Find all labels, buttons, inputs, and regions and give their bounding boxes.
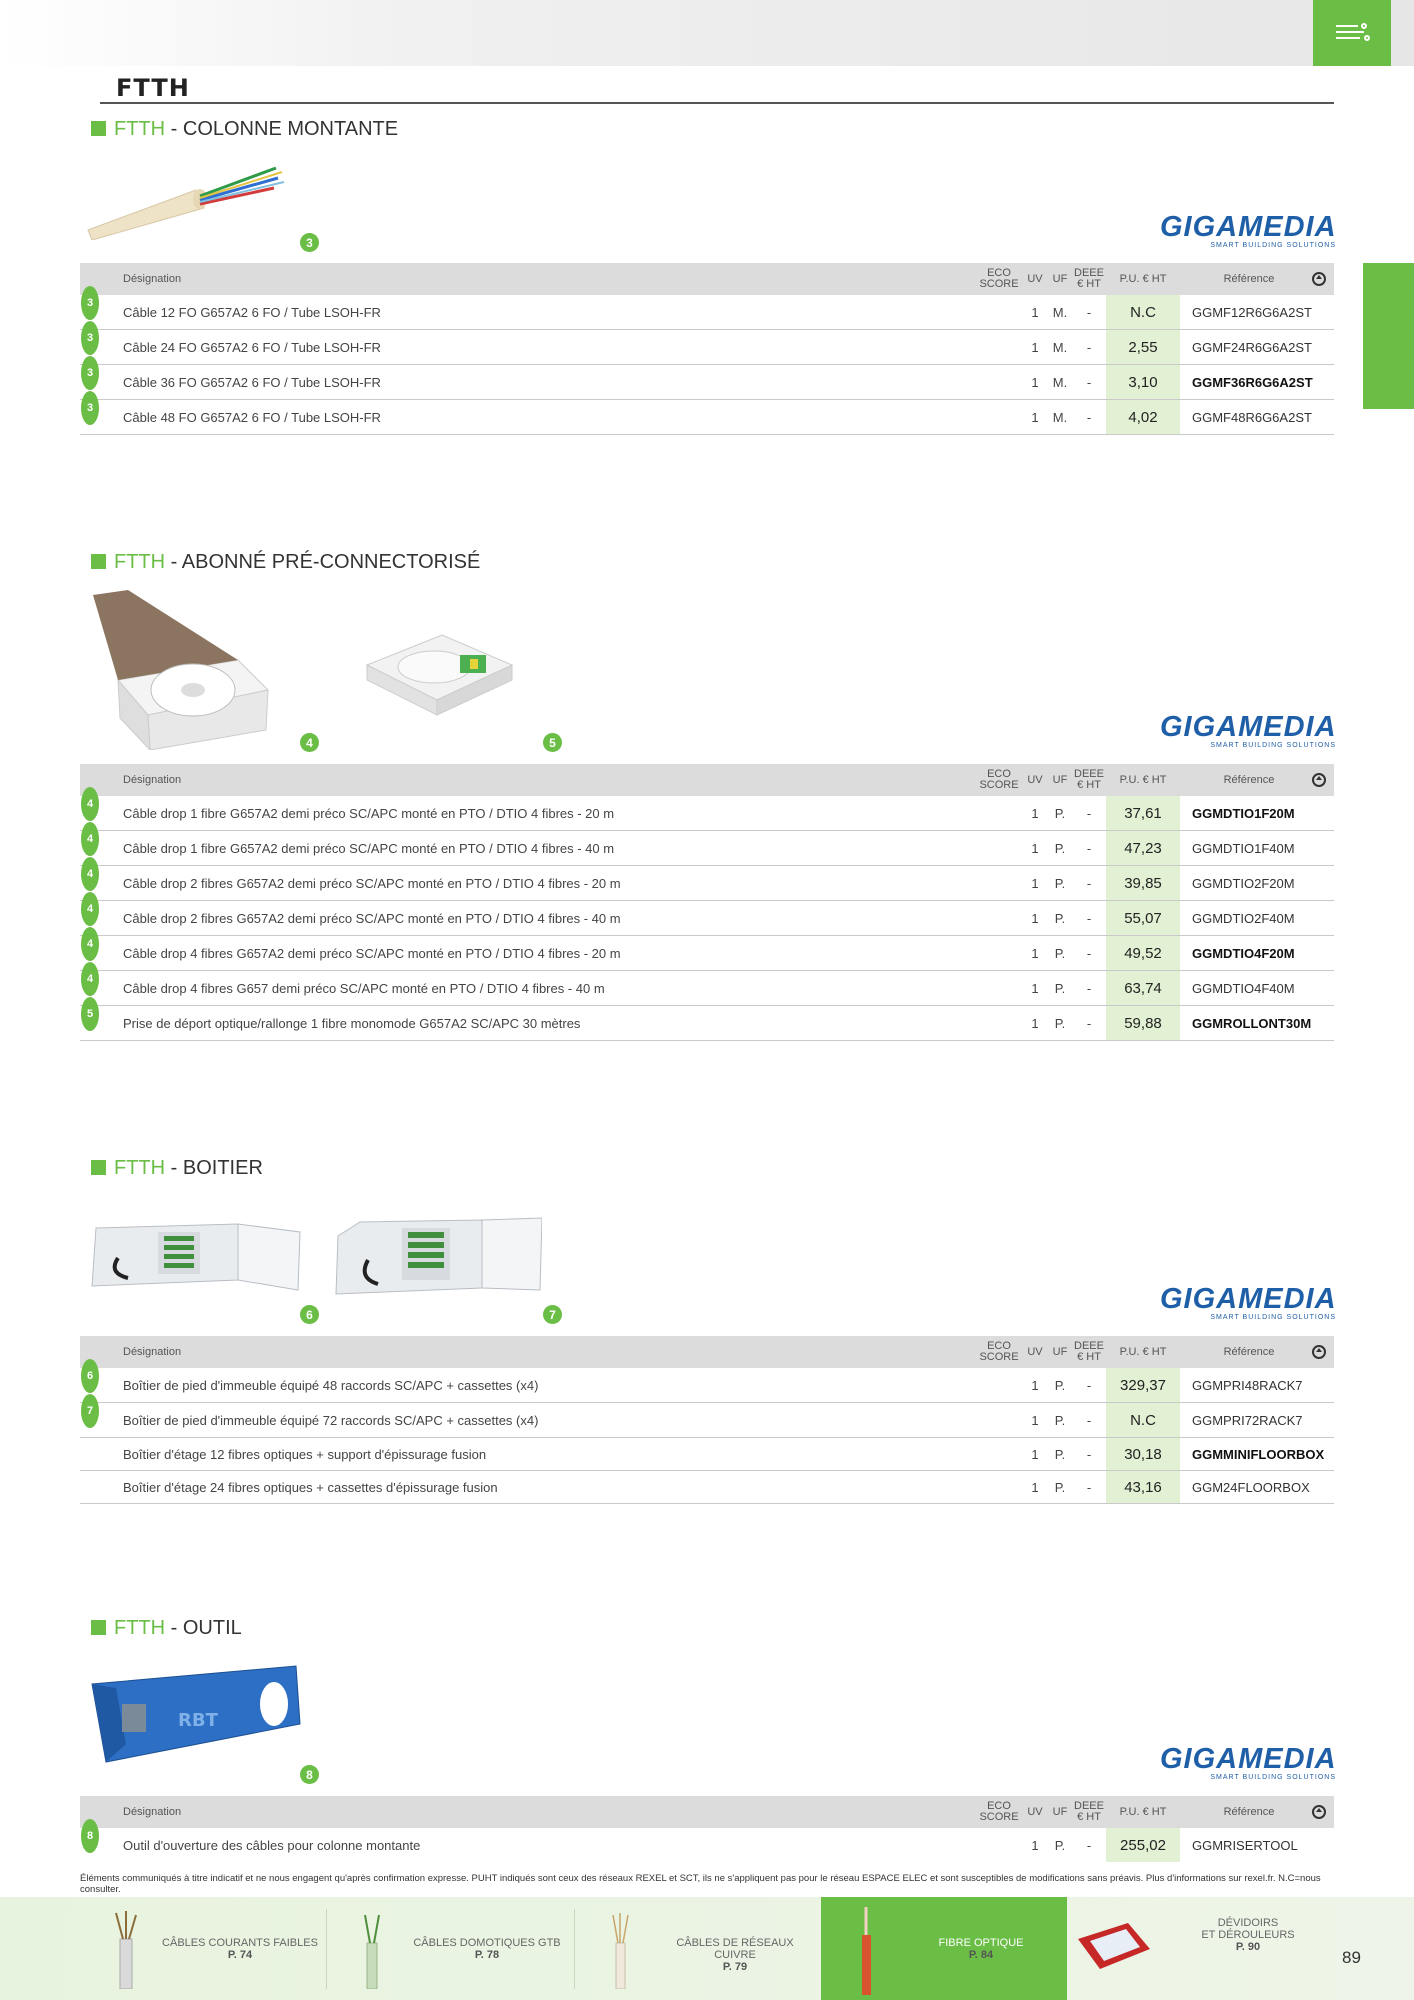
recycle-icon xyxy=(1308,1336,1330,1368)
nav-fibre-optique[interactable]: FIBRE OPTIQUE P. 84 xyxy=(821,1897,1067,2000)
page-title: FTTH xyxy=(116,74,190,102)
table-row: 3 Câble 36 FO G657A2 6 FO / Tube LSOH-FR 1 M. - 3,10 GGMF36R6G6A2ST xyxy=(80,365,1334,400)
nav-cables-courants-faibles[interactable]: CÂBLES COURANTS FAIBLES P. 74 xyxy=(80,1897,325,2000)
cable-drum-box-image xyxy=(88,590,273,755)
table-row: 3 Câble 12 FO G657A2 6 FO / Tube LSOH-FR 1 M. - N.C GGMF12R6G6A2ST xyxy=(80,295,1334,330)
table-header: Désignation ECO SCORE UV UF DEEE € HT P.U. € HT Référence xyxy=(80,764,1334,796)
section-title-boitier: FTTH - BOITIER xyxy=(91,1157,263,1180)
table-row: 4 Câble drop 2 fibres G657A2 demi préco SC/APC monté en PTO / DTIO 4 fibres - 20 m 1 P. - 39,85 GGMDTIO2F20M xyxy=(80,866,1334,901)
bottom-category-nav xyxy=(0,1897,1414,2000)
section-title-abonne-pre-connectorise: FTTH - ABONNÉ PRÉ-CONNECTORISÉ xyxy=(91,551,480,574)
section-square-icon xyxy=(91,554,106,569)
section-title-colonne-montante: FTTH - COLONNE MONTANTE xyxy=(91,118,398,141)
product-number-badge: 5 xyxy=(543,733,562,752)
product-table-abonne xyxy=(80,764,1334,1041)
product-number-badge: 4 xyxy=(300,733,319,752)
enclosure-72-image xyxy=(332,1216,542,1303)
table-row: 4 Câble drop 2 fibres G657A2 demi préco SC/APC monté en PTO / DTIO 4 fibres - 40 m 1 P. - 55,07 GGMDTIO2F40M xyxy=(80,901,1334,936)
table-row: Boîtier d'étage 12 fibres optiques + support d'épissurage fusion 1 P. - 30,18 GGMMINIFLOORBOX xyxy=(80,1438,1334,1471)
product-number-badge: 6 xyxy=(300,1305,319,1324)
reel-icon xyxy=(1076,1919,1152,1975)
product-table-outil xyxy=(80,1796,1334,1862)
table-row: 4 Câble drop 4 fibres G657 demi préco SC/APC monté en PTO / DTIO 4 fibres - 40 m 1 P. - 63,74 GGMDTIO4F40M xyxy=(80,971,1334,1006)
nav-cables-reseaux-cuivre[interactable]: CÂBLES DE RÉSEAUX CUIVRE P. 79 xyxy=(575,1897,820,2000)
nav-cables-domotiques[interactable]: CÂBLES DOMOTIQUES GTB P. 78 xyxy=(327,1897,572,2000)
section-title-outil: FTTH - OUTIL xyxy=(91,1617,242,1640)
brand-logo: GIGAMEDIA SMART BUILDING SOLUTIONS xyxy=(1160,1283,1337,1321)
table-header: Désignation ECO SCORE UV UF DEEE € HT P.U. € HT Référence xyxy=(80,1336,1334,1368)
brand-logo: GIGAMEDIA SMART BUILDING SOLUTIONS xyxy=(1160,211,1337,249)
product-number-badge: 8 xyxy=(300,1765,319,1784)
section-square-icon xyxy=(91,1620,106,1635)
top-band xyxy=(0,0,1414,66)
table-row: 4 Câble drop 1 fibre G657A2 demi préco SC/APC monté en PTO / DTIO 4 fibres - 40 m 1 P. - 47,23 GGMDTIO1F40M xyxy=(80,831,1334,866)
product-table-colonne-montante xyxy=(80,263,1334,435)
enclosure-48-image xyxy=(88,1218,303,1298)
brand-logo: GIGAMEDIA SMART BUILDING SOLUTIONS xyxy=(1160,1743,1337,1781)
table-row: 3 Câble 24 FO G657A2 6 FO / Tube LSOH-FR 1 M. - 2,55 GGMF24R6G6A2ST xyxy=(80,330,1334,365)
product-number-badge: 3 xyxy=(300,233,319,252)
product-number-badge: 7 xyxy=(543,1305,562,1324)
table-row: 8 Outil d'ouverture des câbles pour colonne montante 1 P. - 255,02 GGMRISERTOOL xyxy=(80,1828,1334,1862)
table-header: Désignation ECO SCORE UV UF DEEE € HT P.U. € HT Référence xyxy=(80,1796,1334,1828)
riser-tool-image xyxy=(86,1664,306,1779)
pto-outlet-image xyxy=(362,625,517,730)
side-tab xyxy=(1363,263,1414,409)
section-square-icon xyxy=(91,121,106,136)
cable-image xyxy=(86,160,286,245)
footnote: Éléments communiqués à titre indicatif et ne nous engagent qu'après confirmation expresse. PUHT indiqués sont ceux des réseaux REXEL et SCT, ils ne s'appliquent pas pour le réseau ESPACE ELEC et sont susceptibles de modifications sans préavis. Plus d'informations sur rexel.fr. N.C=nous consulter. xyxy=(80,1873,1321,1895)
cable-icon xyxy=(110,1909,140,1989)
table-row: Boîtier d'étage 24 fibres optiques + cassettes d'épissurage fusion 1 P. - 43,16 GGM24FLOORBOX xyxy=(80,1471,1334,1504)
table-row: 3 Câble 48 FO G657A2 6 FO / Tube LSOH-FR 1 M. - 4,02 GGMF48R6G6A2ST xyxy=(80,400,1334,435)
brand-logo: GIGAMEDIA SMART BUILDING SOLUTIONS xyxy=(1160,711,1337,749)
svg-text:RBT: RBT xyxy=(178,1710,218,1731)
table-header: Désignation ECO SCORE UV UF DEEE € HT P.U. € HT Référence xyxy=(80,263,1334,295)
table-row: 6 Boîtier de pied d'immeuble équipé 48 raccords SC/APC + cassettes (x4) 1 P. - 329,37 GGMPRI48RACK7 xyxy=(80,1368,1334,1403)
table-row: 4 Câble drop 1 fibre G657A2 demi préco SC/APC monté en PTO / DTIO 4 fibres - 20 m 1 P. - 37,61 GGMDTIO1F20M xyxy=(80,796,1334,831)
cable-icon xyxy=(357,1909,387,1989)
table-row: 7 Boîtier de pied d'immeuble équipé 72 raccords SC/APC + cassettes (x4) 1 P. - N.C GGMPRI72RACK7 xyxy=(80,1403,1334,1438)
table-row: 5 Prise de déport optique/rallonge 1 fibre monomode G657A2 SC/APC 30 mètres 1 P. - 59,88 GGMROLLONT30M xyxy=(80,1006,1334,1041)
section-square-icon xyxy=(91,1160,106,1175)
nav-devidoirs[interactable]: DÉVIDOIRS ET DÉROULEURS P. 90 xyxy=(1068,1897,1338,2000)
product-table-boitier xyxy=(80,1336,1334,1504)
cable-icon xyxy=(851,1905,881,1995)
page-number: 89 xyxy=(1342,1948,1361,1967)
recycle-icon xyxy=(1308,764,1330,796)
recycle-icon xyxy=(1308,263,1330,295)
cable-icon xyxy=(605,1909,635,1989)
fiber-cable-icon xyxy=(1313,0,1391,66)
recycle-icon xyxy=(1308,1796,1330,1828)
title-rule xyxy=(100,102,1334,104)
table-row: 4 Câble drop 4 fibres G657A2 demi préco SC/APC monté en PTO / DTIO 4 fibres - 20 m 1 P. - 49,52 GGMDTIO4F20M xyxy=(80,936,1334,971)
